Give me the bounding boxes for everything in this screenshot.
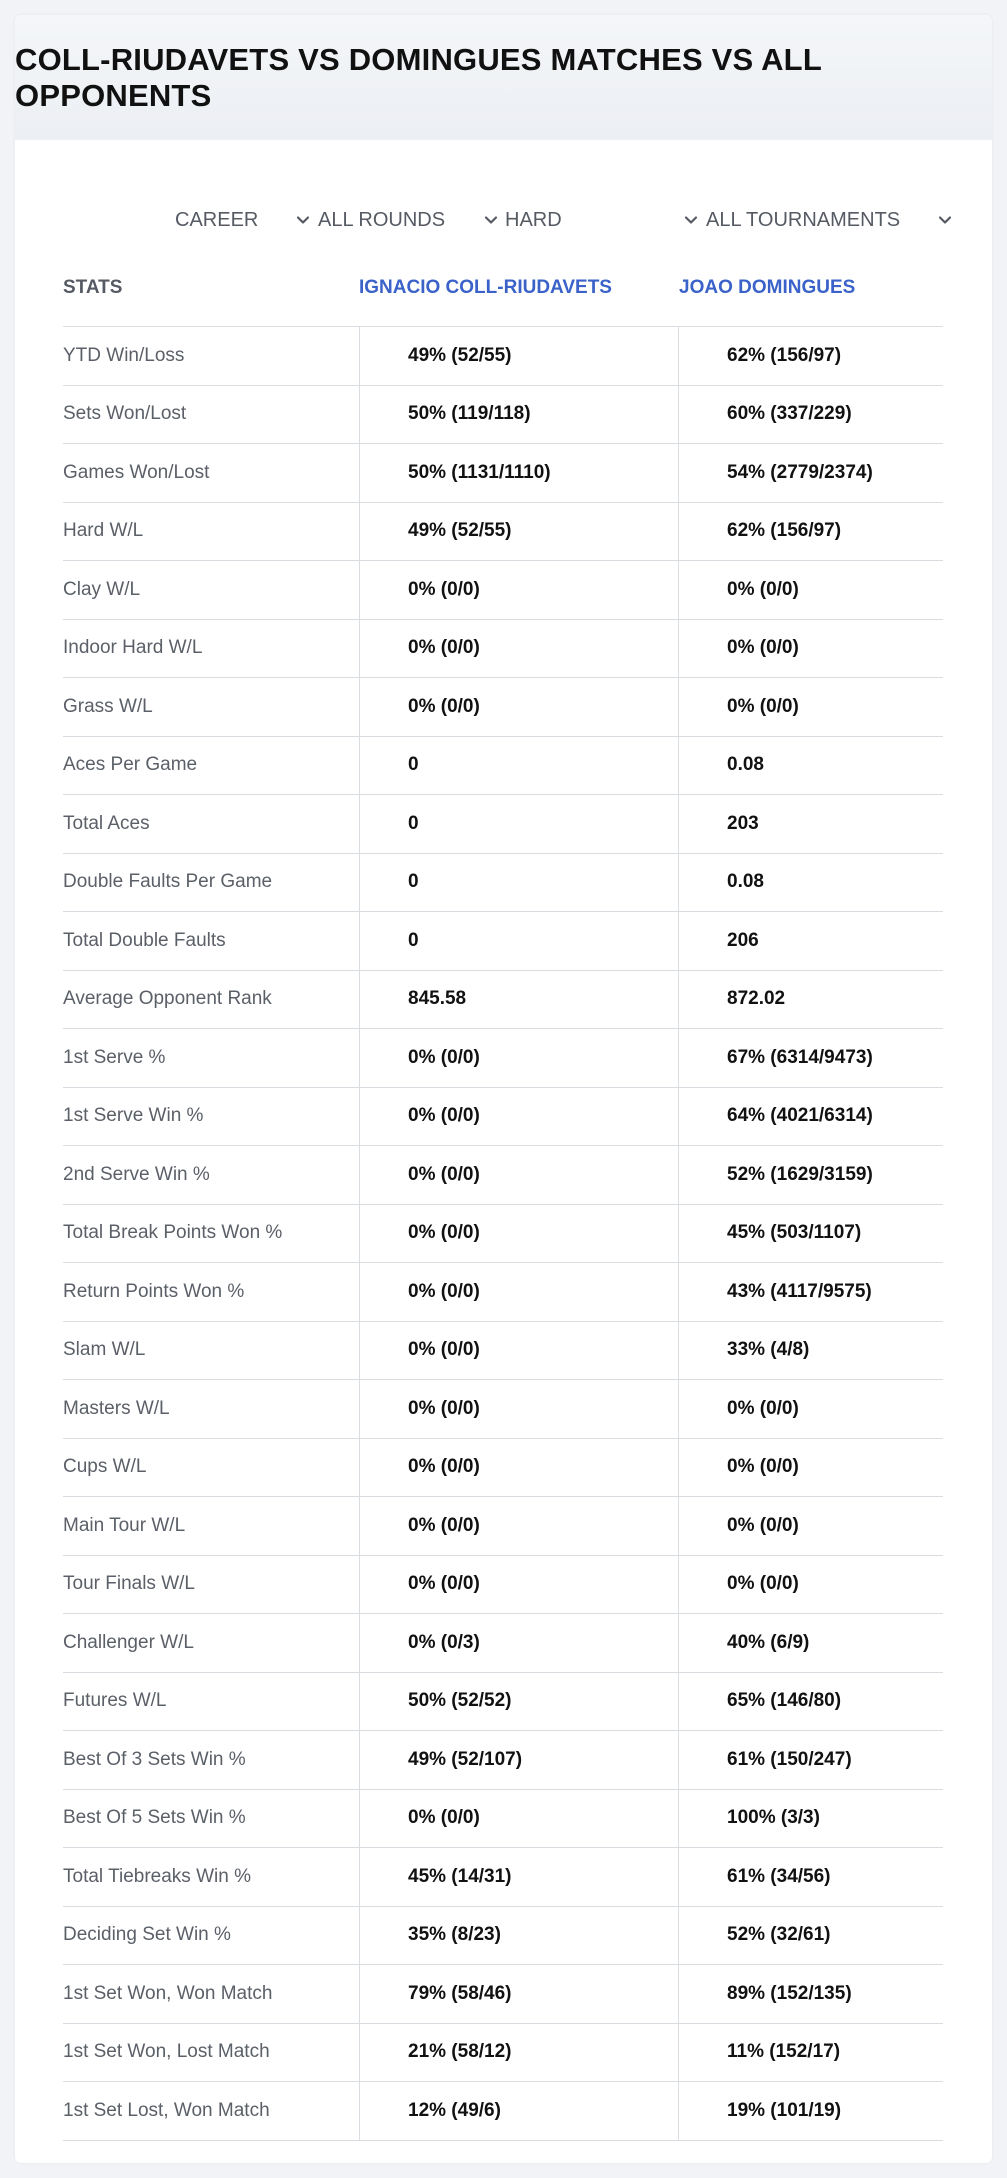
player1-value: 49% (52/55)	[359, 503, 678, 561]
player2-value: 43% (4117/9575)	[678, 1263, 943, 1321]
page-title: COLL-RIUDAVETS VS DOMINGUES MATCHES VS ALL OPPONENTS	[15, 41, 822, 113]
player1-value: 0% (0/0)	[359, 561, 678, 619]
rounds-dropdown-label: ALL ROUNDS	[318, 208, 446, 231]
player2-value: 206	[678, 912, 943, 970]
period-dropdown-label: CAREER	[175, 208, 259, 231]
stat-label: 2nd Serve Win %	[63, 1163, 210, 1185]
player2-value: 0.08	[678, 737, 943, 795]
table-row	[63, 1673, 943, 1732]
table-row	[63, 1439, 943, 1498]
player2-value: 61% (34/56)	[678, 1848, 943, 1906]
player1-value: 0	[359, 795, 678, 853]
player1-value: 0% (0/0)	[359, 1088, 678, 1146]
player2-value: 0% (0/0)	[678, 1556, 943, 1614]
table-row	[63, 1322, 943, 1381]
player2-value: 64% (4021/6314)	[678, 1088, 943, 1146]
table-row	[63, 1790, 943, 1849]
table-row	[63, 1380, 943, 1439]
stat-label: Grass W/L	[63, 695, 153, 717]
player1-value: 0	[359, 912, 678, 970]
stat-label: Return Points Won %	[63, 1280, 245, 1302]
player2-value: 19% (101/19)	[678, 2082, 943, 2140]
stat-label: Masters W/L	[63, 1397, 170, 1419]
player1-value: 0% (0/0)	[359, 678, 678, 736]
table-row	[63, 1556, 943, 1615]
table-body	[63, 327, 943, 2141]
player1-value: 0% (0/0)	[359, 1263, 678, 1321]
player2-column-header[interactable]: JOAO DOMINGUES	[679, 276, 856, 298]
player2-value: 54% (2779/2374)	[678, 444, 943, 502]
player1-value: 49% (52/55)	[359, 327, 678, 385]
stat-label: Deciding Set Win %	[63, 1924, 231, 1946]
filter-bar	[15, 190, 992, 250]
stats-table	[63, 249, 943, 2141]
stat-label: Cups W/L	[63, 1456, 147, 1478]
table-row	[63, 503, 943, 562]
player2-value: 11% (152/17)	[678, 2024, 943, 2082]
stat-label: Slam W/L	[63, 1339, 146, 1361]
table-row	[63, 795, 943, 854]
table-row	[63, 971, 943, 1030]
table-row	[63, 327, 943, 386]
player2-value: 65% (146/80)	[678, 1673, 943, 1731]
player2-value: 89% (152/135)	[678, 1965, 943, 2023]
player1-value: 50% (119/118)	[359, 386, 678, 444]
stat-label: Total Aces	[63, 812, 150, 834]
chevron-down-icon	[682, 211, 700, 229]
surface-dropdown[interactable]	[505, 190, 700, 250]
player2-value: 0% (0/0)	[678, 678, 943, 736]
player2-value: 100% (3/3)	[678, 1790, 943, 1848]
stat-label: Best Of 3 Sets Win %	[63, 1748, 246, 1770]
player1-value: 21% (58/12)	[359, 2024, 678, 2082]
player1-value: 0% (0/0)	[359, 1205, 678, 1263]
player2-value: 52% (32/61)	[678, 1907, 943, 1965]
player1-value: 50% (1131/1110)	[359, 444, 678, 502]
player2-value: 45% (503/1107)	[678, 1205, 943, 1263]
table-row	[63, 1263, 943, 1322]
tournaments-dropdown[interactable]	[706, 190, 954, 250]
player2-value: 203	[678, 795, 943, 853]
table-row	[63, 737, 943, 796]
player1-value: 50% (52/52)	[359, 1673, 678, 1731]
table-row	[63, 1088, 943, 1147]
player2-value: 0% (0/0)	[678, 1380, 943, 1438]
player1-value: 0	[359, 854, 678, 912]
player1-value: 845.58	[359, 971, 678, 1029]
player2-value: 40% (6/9)	[678, 1614, 943, 1672]
stat-label: Clay W/L	[63, 578, 141, 600]
table-row	[63, 912, 943, 971]
table-row	[63, 1965, 943, 2024]
chevron-down-icon	[482, 211, 500, 229]
stats-column-header: STATS	[63, 276, 123, 298]
chevron-down-icon	[936, 211, 954, 229]
player1-value: 0% (0/0)	[359, 1497, 678, 1555]
table-row	[63, 2024, 943, 2083]
table-header	[63, 249, 943, 327]
stat-label: 1st Set Lost, Won Match	[63, 2099, 270, 2121]
stat-label: Sets Won/Lost	[63, 403, 187, 425]
table-row	[63, 1497, 943, 1556]
player2-value: 0% (0/0)	[678, 1497, 943, 1555]
tournaments-dropdown-label: ALL TOURNAMENTS	[706, 208, 901, 231]
stat-label: 1st Serve Win %	[63, 1105, 204, 1127]
player1-value: 49% (52/107)	[359, 1731, 678, 1789]
stat-label: Total Double Faults	[63, 929, 226, 951]
stat-label: Main Tour W/L	[63, 1514, 186, 1536]
table-row	[63, 678, 943, 737]
stat-label: Best Of 5 Sets Win %	[63, 1807, 246, 1829]
player2-value: 33% (4/8)	[678, 1322, 943, 1380]
surface-dropdown-label: HARD	[505, 208, 562, 231]
player1-value: 79% (58/46)	[359, 1965, 678, 2023]
table-row	[63, 561, 943, 620]
player2-value: 62% (156/97)	[678, 327, 943, 385]
stat-label: 1st Set Won, Lost Match	[63, 2041, 270, 2063]
player1-value: 0% (0/0)	[359, 1029, 678, 1087]
stat-label: Futures W/L	[63, 1690, 167, 1712]
stat-label: Average Opponent Rank	[63, 988, 272, 1010]
table-row	[63, 854, 943, 913]
table-row	[63, 1848, 943, 1907]
table-row	[63, 444, 943, 503]
table-row	[63, 386, 943, 445]
player2-value: 61% (150/247)	[678, 1731, 943, 1789]
stat-label: Challenger W/L	[63, 1631, 194, 1653]
player1-value: 0% (0/0)	[359, 1439, 678, 1497]
player1-value: 0% (0/0)	[359, 1790, 678, 1848]
player2-value: 60% (337/229)	[678, 386, 943, 444]
player1-value: 0% (0/0)	[359, 620, 678, 678]
player1-value: 35% (8/23)	[359, 1907, 678, 1965]
stat-label: 1st Serve %	[63, 1046, 166, 1068]
player2-value: 62% (156/97)	[678, 503, 943, 561]
table-row	[63, 1731, 943, 1790]
table-row	[63, 620, 943, 679]
period-dropdown[interactable]	[175, 190, 312, 250]
player1-value: 0% (0/0)	[359, 1322, 678, 1380]
player1-value: 0% (0/0)	[359, 1556, 678, 1614]
stat-label: Aces Per Game	[63, 754, 198, 776]
player1-value: 0% (0/0)	[359, 1380, 678, 1438]
rounds-dropdown[interactable]	[318, 190, 500, 250]
player1-value: 0% (0/0)	[359, 1146, 678, 1204]
table-row	[63, 1907, 943, 1966]
player2-value: 52% (1629/3159)	[678, 1146, 943, 1204]
player1-value: 0	[359, 737, 678, 795]
table-row	[63, 1205, 943, 1264]
stat-label: Games Won/Lost	[63, 461, 210, 483]
table-row	[63, 2082, 943, 2141]
stat-label: Double Faults Per Game	[63, 871, 273, 893]
stat-label: 1st Set Won, Won Match	[63, 1982, 273, 2004]
player2-value: 0.08	[678, 854, 943, 912]
player2-value: 0% (0/0)	[678, 1439, 943, 1497]
stat-label: Total Break Points Won %	[63, 1222, 283, 1244]
player2-value: 0% (0/0)	[678, 620, 943, 678]
table-row	[63, 1614, 943, 1673]
stat-label: Hard W/L	[63, 520, 144, 542]
table-row	[63, 1146, 943, 1205]
player2-value: 0% (0/0)	[678, 561, 943, 619]
player1-column-header[interactable]: IGNACIO COLL-RIUDAVETS	[359, 276, 612, 298]
player2-value: 67% (6314/9473)	[678, 1029, 943, 1087]
stat-label: Total Tiebreaks Win %	[63, 1865, 251, 1887]
player1-value: 12% (49/6)	[359, 2082, 678, 2140]
table-row	[63, 1029, 943, 1088]
player2-value: 872.02	[678, 971, 943, 1029]
player1-value: 0% (0/3)	[359, 1614, 678, 1672]
stat-label: Indoor Hard W/L	[63, 637, 203, 659]
stat-label: YTD Win/Loss	[63, 344, 185, 366]
page-header	[15, 15, 992, 140]
stat-label: Tour Finals W/L	[63, 1573, 195, 1595]
stats-card	[15, 15, 992, 2163]
player1-value: 45% (14/31)	[359, 1848, 678, 1906]
chevron-down-icon	[294, 211, 312, 229]
